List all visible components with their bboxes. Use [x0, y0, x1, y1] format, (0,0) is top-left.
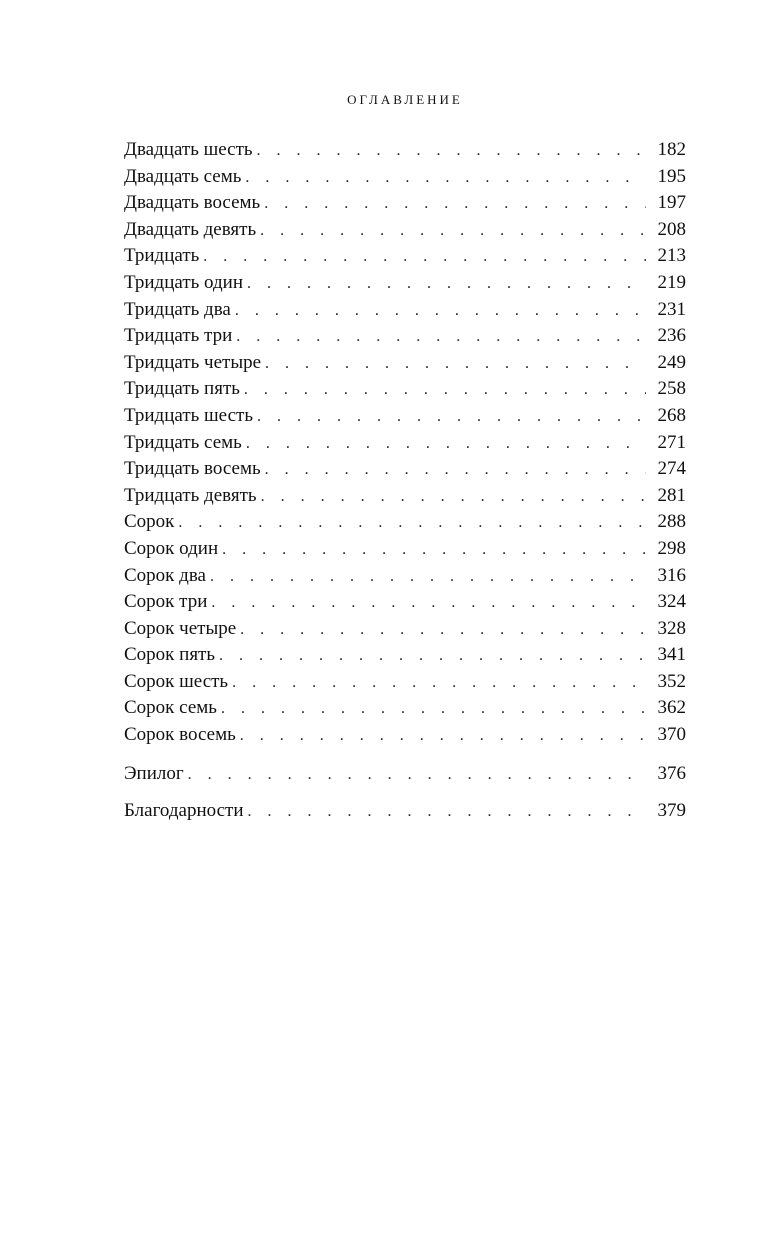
toc-entry[interactable] [124, 483, 686, 510]
toc-entry-page: 352 [657, 670, 686, 692]
toc-dot-leader [219, 643, 646, 670]
toc-entry[interactable] [124, 243, 686, 270]
toc-entry[interactable] [124, 190, 686, 217]
toc-dot-leader [188, 762, 646, 789]
toc-entry-acknowledgements[interactable] [124, 798, 686, 825]
toc-entry-page: 182 [657, 139, 686, 160]
toc-entry-label: Сорок шесть [124, 670, 229, 692]
toc-entry-label: Сорок четыре [124, 617, 237, 639]
toc-entry-label: Сорок семь [124, 697, 217, 719]
toc-entry-page: 231 [657, 298, 686, 320]
toc-entry[interactable] [124, 722, 686, 749]
toc-entry-label: Сорок три [124, 591, 208, 613]
toc-entry[interactable] [124, 217, 686, 244]
toc-dot-leader [246, 431, 646, 458]
toc-dot-leader [261, 484, 646, 511]
toc-entry-label: Эпилог [124, 762, 184, 784]
toc-entry-label: Тридцать девять [124, 484, 257, 506]
toc-dot-leader [240, 723, 646, 750]
toc-entry[interactable] [124, 536, 686, 563]
toc-entry-page: 274 [657, 458, 686, 480]
toc-entry[interactable] [124, 642, 686, 669]
toc-entry-label: Тридцать два [124, 298, 231, 320]
toc-dot-leader [236, 324, 646, 351]
toc-dot-leader [248, 799, 647, 826]
toc-dot-leader [221, 696, 646, 723]
toc-dot-leader [178, 510, 646, 537]
toc-entry[interactable] [124, 137, 686, 164]
toc-entry-label: Двадцать шесть [124, 139, 253, 160]
toc-entry-page: 197 [657, 192, 686, 214]
toc-entry-label: Тридцать шесть [124, 404, 253, 426]
toc-entry-page: 324 [657, 591, 686, 613]
toc-entry-label: Двадцать восемь [124, 192, 261, 214]
toc-entry-label: Двадцать семь [124, 165, 242, 187]
table-of-contents [124, 137, 686, 825]
toc-entry-label: Сорок [124, 511, 175, 533]
toc-entry[interactable] [124, 403, 686, 430]
toc-dot-leader [265, 457, 646, 484]
toc-entry-label: Тридцать три [124, 325, 233, 347]
toc-entry-label: Тридцать восемь [124, 458, 261, 480]
toc-entry-label: Тридцать четыре [124, 351, 262, 373]
toc-dot-leader [210, 564, 646, 591]
toc-entry-label: Тридцать [124, 245, 200, 267]
toc-entry-page: 316 [657, 564, 686, 586]
toc-dot-leader [245, 165, 646, 192]
toc-entry-page: 268 [657, 404, 686, 426]
toc-entry[interactable] [124, 509, 686, 536]
toc-entry-label: Сорок восемь [124, 724, 236, 746]
page-title: ОГЛАВЛЕНИЕ [347, 92, 463, 107]
toc-dot-leader [260, 218, 646, 245]
toc-entry-page: 379 [657, 800, 686, 822]
toc-dot-leader [240, 617, 646, 644]
toc-entry[interactable] [124, 164, 686, 191]
toc-entry-label: Двадцать девять [124, 218, 257, 240]
toc-entry[interactable] [124, 589, 686, 616]
toc-dot-leader [235, 298, 646, 325]
toc-entry-page: 298 [657, 537, 686, 559]
toc-dot-leader [247, 271, 646, 298]
toc-entry[interactable] [124, 456, 686, 483]
toc-entry[interactable] [124, 669, 686, 696]
toc-entry-page: 362 [657, 697, 686, 719]
toc-entry-page: 258 [657, 378, 686, 400]
toc-entry-label: Тридцать пять [124, 378, 240, 400]
toc-entry-page: 195 [657, 165, 686, 187]
toc-entry-page: 328 [657, 617, 686, 639]
toc-entry-label: Тридцать семь [124, 431, 242, 453]
toc-dot-leader [264, 191, 646, 218]
toc-entry-label: Сорок два [124, 564, 206, 586]
toc-entry[interactable] [124, 350, 686, 377]
toc-entry-label: Сорок пять [124, 644, 216, 666]
toc-entry-page: 249 [657, 351, 686, 373]
toc-entry-page: 281 [657, 484, 686, 506]
toc-entry[interactable] [124, 430, 686, 457]
toc-dot-leader [265, 351, 646, 378]
toc-dot-leader [257, 404, 646, 431]
toc-entry-label: Тридцать один [124, 271, 244, 293]
toc-entry-page: 376 [657, 762, 686, 784]
toc-entry[interactable] [124, 270, 686, 297]
toc-entry-page: 271 [657, 431, 686, 453]
toc-entry[interactable] [124, 323, 686, 350]
toc-entry[interactable] [124, 563, 686, 590]
toc-entry-page: 341 [657, 644, 686, 666]
toc-entry[interactable] [124, 376, 686, 403]
toc-entry-label: Благодарности [124, 800, 244, 822]
toc-entry-epilogue[interactable] [124, 761, 686, 788]
toc-entry-page: 219 [657, 271, 686, 293]
toc-entry-page: 288 [657, 511, 686, 533]
toc-entry-page: 370 [657, 724, 686, 746]
toc-entry-page: 236 [657, 325, 686, 347]
toc-entry-page: 208 [657, 218, 686, 240]
toc-dot-leader [211, 590, 646, 617]
toc-entry[interactable] [124, 297, 686, 324]
toc-dot-leader [222, 537, 646, 564]
toc-dot-leader [203, 244, 646, 271]
toc-dot-leader [232, 670, 646, 697]
toc-entry-label: Сорок один [124, 537, 219, 559]
toc-dot-leader [244, 377, 646, 404]
toc-entry[interactable] [124, 695, 686, 722]
toc-entry[interactable] [124, 616, 686, 643]
toc-dot-leader [257, 138, 646, 165]
toc-entry-page: 213 [657, 245, 686, 267]
